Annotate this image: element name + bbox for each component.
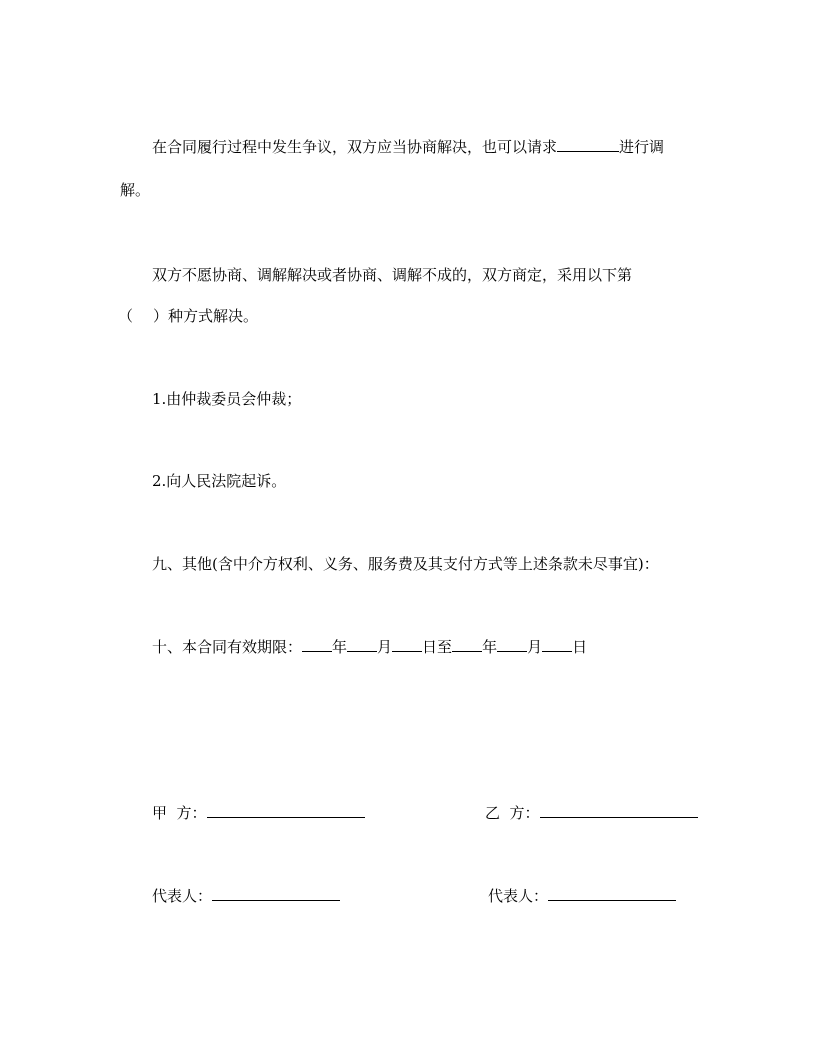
end-month-label: 月 xyxy=(527,638,543,656)
rep-a-label: 代表人： xyxy=(152,887,213,905)
start-month-blank[interactable] xyxy=(347,637,377,652)
rep-b-blank[interactable] xyxy=(548,886,676,901)
clause-9-text: 九、其他(含中介方权利、义务、服务费及其支付方式等上述条款未尽事宜)： xyxy=(152,555,659,573)
clause-10-prefix: 十、本合同有效期限： xyxy=(152,638,303,656)
start-month-label: 月 xyxy=(377,638,393,656)
rep-a-blank[interactable] xyxy=(212,886,340,901)
end-year-blank[interactable] xyxy=(452,637,482,652)
choice-open-paren: （ xyxy=(118,307,134,325)
party-b-signature xyxy=(485,803,698,823)
end-day-blank[interactable] xyxy=(542,637,572,652)
para1-line1 xyxy=(152,137,664,157)
party-b-blank[interactable] xyxy=(540,803,698,818)
para2-line1 xyxy=(152,265,632,285)
para2-text-line1: 双方不愿协商、调解解决或者协商、调解不成的，双方商定，采用以下第 xyxy=(152,266,633,284)
party-a-signature xyxy=(152,803,365,823)
end-month-blank[interactable] xyxy=(497,637,527,652)
start-year-blank[interactable] xyxy=(302,637,332,652)
rep-b-label: 代表人： xyxy=(488,887,549,905)
para1-text-after: 进行调 xyxy=(619,138,665,156)
para1-text-line2: 解。 xyxy=(120,181,151,199)
end-year-label: 年 xyxy=(482,638,498,656)
option-2 xyxy=(152,471,286,491)
clause-9 xyxy=(152,554,659,574)
party-a-blank[interactable] xyxy=(207,803,365,818)
start-day-label: 日至 xyxy=(422,638,453,656)
mediator-blank[interactable] xyxy=(557,137,619,152)
option-1 xyxy=(152,389,301,409)
clause-10 xyxy=(152,637,587,657)
rep-a-signature xyxy=(152,886,340,906)
para1-line2 xyxy=(120,180,150,200)
start-year-label: 年 xyxy=(332,638,348,656)
party-a-label: 甲 方： xyxy=(152,804,207,822)
option-1-text: 1.由仲裁委员会仲裁； xyxy=(152,390,302,408)
rep-b-signature xyxy=(488,886,676,906)
option-2-text: 2.向人民法院起诉。 xyxy=(152,472,287,490)
start-day-blank[interactable] xyxy=(392,637,422,652)
para1-text-before: 在合同履行过程中发生争议，双方应当协商解决，也可以请求 xyxy=(152,138,558,156)
party-b-label: 乙 方： xyxy=(485,804,540,822)
para2-line2 xyxy=(118,306,258,326)
end-day-label: 日 xyxy=(572,638,588,656)
para2-text-line2: ）种方式解决。 xyxy=(153,307,259,325)
